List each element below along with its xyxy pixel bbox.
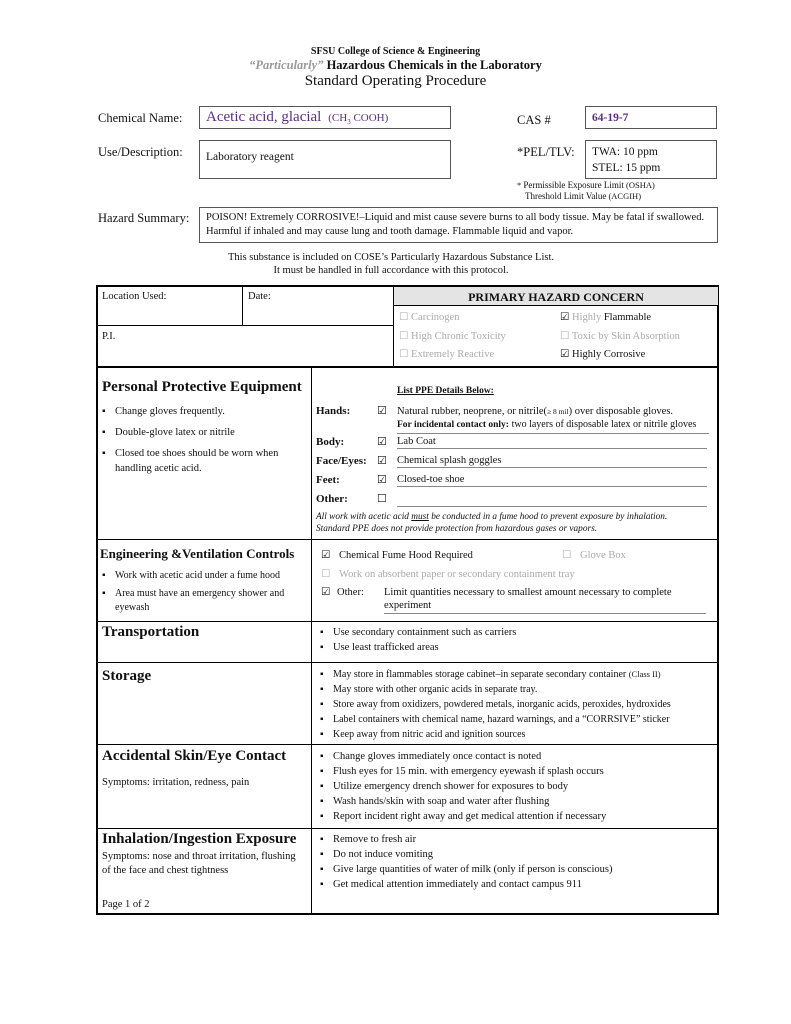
pi-label: P.I. [102, 331, 116, 342]
feet-label: Feet: [316, 474, 340, 486]
inhalation-title: Inhalation/Ingestion Exposure [102, 831, 297, 847]
ppe-list-title: List PPE Details Below: [397, 386, 494, 396]
hands-value: Natural rubber, neoprene, or nitrile(≥ 8 mil) over disposable gloves. For incidental contact only: two layers of disposable latex or nitrile gloves [397, 405, 709, 434]
body-value: Lab Coat [397, 436, 707, 449]
cas-value: 64-19-7 [592, 112, 629, 124]
chemical-name-field [199, 106, 451, 129]
transportation-bullets [320, 625, 710, 655]
chemical-name-value: Acetic acid, glacial [206, 109, 322, 125]
list-item: ▪ Change gloves immediately once contact is noted [320, 749, 715, 764]
glove-box-checkbox[interactable]: ☐ [562, 550, 572, 561]
particularly-word: “Particularly” [249, 58, 324, 72]
list-item: ▪ Work with acetic acid under a fume hood [102, 568, 302, 583]
checkbox-extremely-reactive[interactable]: ☐ [399, 349, 409, 360]
list-item: ▪ Flush eyes for 15 min. with emergency eyewash if splash occurs [320, 764, 715, 779]
fume-hood-option: ☑ Chemical Fume Hood Required [321, 550, 473, 561]
checkbox-carcinogen[interactable]: ☐ [399, 312, 409, 323]
chemical-formula: ($CH_3$ COOH) [328, 112, 389, 127]
hazard-label: Hazard Summary: [98, 211, 190, 225]
use-label: Use/Description: [98, 145, 183, 159]
hands-label: Hands: [316, 405, 351, 417]
face-checkbox[interactable]: ☑ [377, 455, 387, 467]
date-label: Date: [248, 291, 271, 302]
list-item: ▪ Double-glove latex or nitrile [102, 425, 302, 440]
absorbent-checkbox[interactable]: ☐ [321, 569, 331, 580]
primary-hazard-title: PRIMARY HAZARD CONCERN [468, 290, 644, 304]
ppe-note: All work with acetic acid must be conducted in a fume hood to prevent exposure by inhalation. Standard PPE does not provide protection from hazardous gases or vapors. [316, 512, 668, 534]
face-label: Face/Eyes: [316, 455, 367, 467]
list-item: ▪ Use least trafficked areas [320, 640, 710, 655]
list-item: ▪ Utilize emergency drench shower for exposures to body [320, 779, 715, 794]
eng-other-value: Limit quantities necessary to smallest amount necessary to complete experiment [384, 586, 706, 614]
glove-box-option: ☐ Glove Box [562, 550, 626, 561]
checkbox-chronic-toxicity[interactable]: ☐ [399, 331, 409, 342]
hazard-corrosive: ☑ Highly Corrosive [560, 349, 646, 360]
hazard-chronic-toxicity: ☐ High Chronic Toxicity [399, 331, 506, 342]
location-label: Location Used: [102, 291, 167, 302]
page-number: Page 1 of 2 [102, 899, 150, 910]
fume-hood-checkbox[interactable]: ☑ [321, 550, 331, 561]
body-label: Body: [316, 436, 345, 448]
list-item: ▪ Give large quantities of water of milk (only if person is conscious) [320, 862, 715, 877]
list-item: ▪ Change gloves frequently. [102, 404, 302, 419]
transportation-title: Transportation [102, 624, 200, 640]
list-item: ▪ Label containers with chemical name, hazard warnings, and a “CORRSIVE” sticker [320, 712, 715, 727]
list-item: ▪ Get medical attention immediately and contact campus 911 [320, 877, 715, 892]
ppe-title: Personal Protective Equipment [102, 379, 302, 395]
other-value [397, 493, 707, 507]
eng-other-option: ☑ Other: [321, 587, 364, 598]
face-value: Chemical splash goggles [397, 455, 707, 468]
org-name: SFSU College of Science & Engineering [310, 46, 481, 57]
pel-footnote: * Permissible Exposure Limit (OSHA) Threshold Limit Value (ACGIH) [517, 180, 655, 201]
checkbox-skin-absorption[interactable]: ☐ [560, 331, 570, 342]
other-label: Other: [316, 493, 348, 505]
engineering-bullets [102, 568, 302, 615]
subtitle-text: Hazardous Chemicals in the Laboratory [326, 58, 542, 72]
hazard-skin-absorption: ☐ Toxic by Skin Absorption [560, 331, 680, 342]
feet-checkbox[interactable]: ☑ [377, 474, 387, 486]
list-item: ▪ May store with other organic acids in separate tray. [320, 682, 715, 697]
twa-value: TWA: 10 ppm [592, 146, 658, 158]
body-checkbox[interactable]: ☑ [377, 436, 387, 448]
skin-eye-title: Accidental Skin/Eye Contact [102, 748, 287, 764]
doc-subtitle [0, 58, 791, 73]
pel-label: *PEL/TLV: [517, 145, 575, 159]
hazard-flammable: ☑ Highly Flammable [560, 312, 652, 323]
absorbent-option: ☐ Work on absorbent paper or secondary containment tray [321, 569, 575, 580]
inhalation-bullets [320, 832, 715, 892]
pel-field [585, 140, 717, 179]
list-item: ▪ Report incident right away and get medical attention if necessary [320, 809, 715, 824]
engineering-title: Engineering &Ventilation Controls [100, 546, 295, 561]
storage-title: Storage [102, 668, 152, 684]
list-item: ▪ Store away from oxidizers, powdered metals, inorganic acids, peroxides, hydroxides [320, 697, 715, 712]
list-item: ▪ Keep away from nitric acid and ignition sources [320, 727, 715, 742]
hazard-summary-field [199, 207, 718, 243]
list-item: ▪ Wash hands/skin with soap and water after flushing [320, 794, 715, 809]
hazard-summary-text: POISON! Extremely CORROSIVE!–Liquid and mist cause severe burns to all body tissue. May be fatal if swallowed. Harmful if inhaled and may cause lung and tooth damage. Flammable liquid and vapor. [206, 212, 705, 237]
list-item: ▪ Do not induce vomiting [320, 847, 715, 862]
checkbox-corrosive[interactable]: ☑ [560, 349, 570, 360]
list-item: ▪ Closed toe shoes should be worn when handling acetic acid. [102, 446, 302, 476]
list-item: ▪ Remove to fresh air [320, 832, 715, 847]
chemical-name-label: Chemical Name: [98, 111, 183, 125]
phs-notice: This substance is included on COSE’s Particularly Hazardous Substance List. It must be handled in full accordance with this protocol. [227, 252, 555, 276]
storage-bullets [320, 667, 715, 742]
hazard-carcinogen: ☐ Carcinogen [399, 312, 460, 323]
cas-field [585, 106, 717, 129]
ppe-bullets [102, 404, 302, 476]
skin-eye-bullets [320, 749, 715, 824]
use-value: Laboratory reagent [206, 151, 294, 163]
checkbox-flammable[interactable]: ☑ [560, 312, 570, 323]
cas-label: CAS # [517, 113, 551, 127]
list-item: ▪ Use secondary containment such as carriers [320, 625, 710, 640]
inhalation-symptoms: Symptoms: nose and throat irritation, flushing of the face and chest tightness [102, 851, 296, 876]
other-checkbox[interactable]: ☐ [377, 493, 387, 505]
skin-eye-symptoms: Symptoms: irritation, redness, pain [102, 777, 250, 788]
list-item: ▪ May store in flammables storage cabinet–in separate secondary container (Class II) [320, 667, 715, 682]
use-field [199, 140, 451, 179]
eng-other-checkbox[interactable]: ☑ [321, 587, 331, 598]
stel-value: STEL: 15 ppm [592, 162, 661, 174]
feet-value: Closed-toe shoe [397, 474, 707, 487]
list-item: ▪ Area must have an emergency shower and eyewash [102, 587, 302, 615]
doc-title: Standard Operating Procedure [304, 73, 487, 89]
hazard-extremely-reactive: ☐ Extremely Reactive [399, 349, 495, 360]
hands-checkbox[interactable]: ☑ [377, 405, 387, 417]
